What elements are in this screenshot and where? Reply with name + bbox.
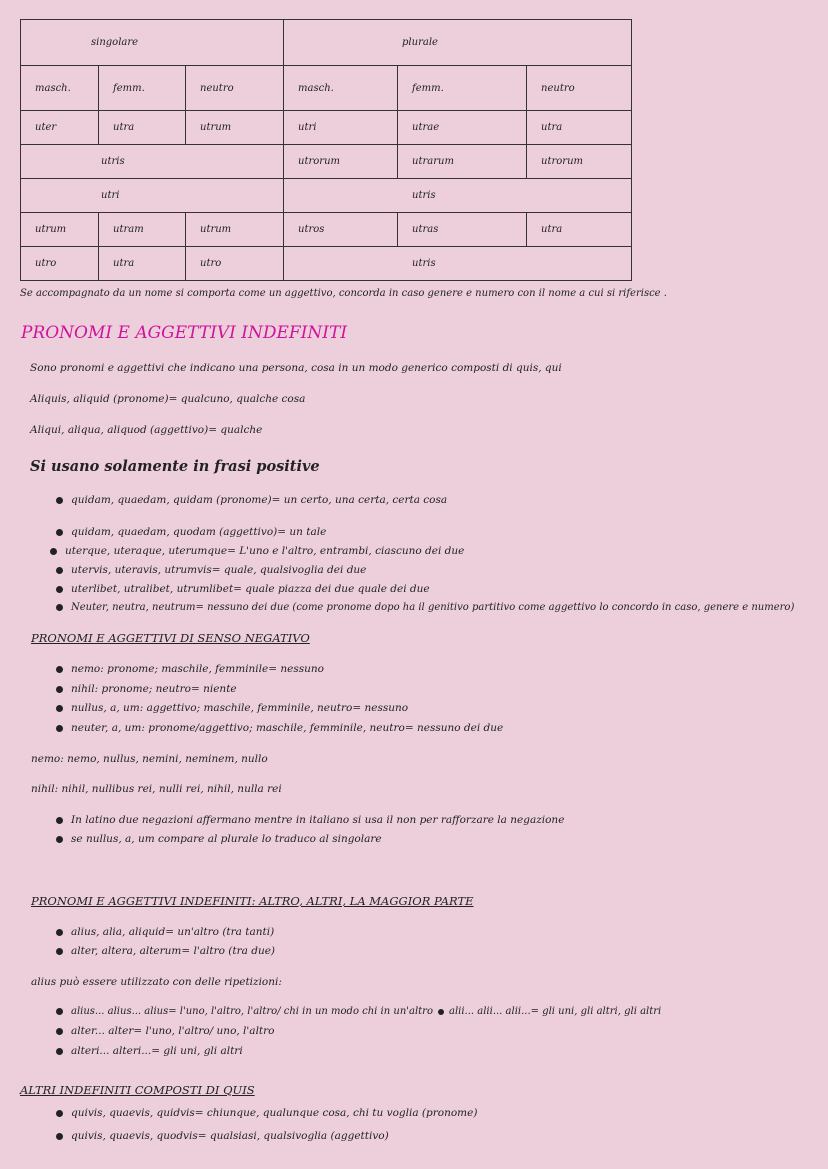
table-cell: femm. — [99, 66, 186, 111]
list-item: nihil: pronome; neutro= niente — [56, 683, 237, 695]
list-item: quidam, quaedam, quodam (aggettivo)= un tale — [56, 526, 326, 538]
list-item: Neuter, neutra, neutrum= nessuno dei due (come pronome dopo ha il genitivo partitivo come aggettivo lo concordo in caso, genere e numero) — [56, 602, 794, 613]
bullet-icon — [56, 1048, 63, 1055]
table-row — [21, 111, 632, 145]
table-cell: neutro — [527, 66, 632, 111]
table-cell: utri — [21, 179, 284, 213]
bullet-icon — [56, 948, 63, 955]
header-plurale: plurale — [284, 20, 632, 66]
bullet-icon — [56, 666, 63, 673]
list-item: utervis, uteravis, utrumvis= quale, qualsivoglia dei due — [56, 564, 366, 576]
list-item: alteri... alteri...= gli uni, gli altri — [56, 1045, 243, 1057]
table-cell: utros — [284, 213, 398, 247]
bullet-icon — [56, 529, 63, 536]
section-title-negativo: PRONOMI E AGGETTIVI DI SENSO NEGATIVO — [31, 631, 310, 645]
list-item: nemo: pronome; maschile, femminile= nessuno — [56, 663, 324, 675]
table-cell: utri — [284, 111, 398, 145]
table-cell: neutro — [186, 66, 284, 111]
bullet-icon — [438, 1009, 444, 1015]
table-cell: utris — [284, 247, 632, 281]
list-item: nullus, a, um: aggettivo; maschile, femminile, neutro= nessuno — [56, 702, 408, 714]
list-item: quidam, quaedam, quidam (pronome)= un certo, una certa, certa cosa — [56, 494, 447, 506]
table-cell: utrum — [186, 111, 284, 145]
list-item: uterque, uteraque, uterumque= L'uno e l'altro, entrambi, ciascuno dei due — [50, 545, 464, 557]
bullet-icon — [56, 705, 63, 712]
declension-table — [20, 19, 632, 281]
table-cell: utris — [284, 179, 632, 213]
table-note: Se accompagnato da un nome si comporta come un aggettivo, concorda in caso genere e numero con il nome a cui si riferisce . — [20, 288, 667, 299]
bullet-icon — [56, 1028, 63, 1035]
nihil-declension: nihil: nihil, nullibus rei, nulli rei, nihil, nulla rei — [31, 783, 282, 795]
bullet-icon — [56, 497, 63, 504]
table-row — [21, 213, 632, 247]
table-cell: uter — [21, 111, 99, 145]
section-title-indefiniti: PRONOMI E AGGETTIVI INDEFINITI — [21, 323, 348, 343]
bullet-icon — [56, 1008, 63, 1015]
table-cell: utrorum — [527, 145, 632, 179]
table-cell: femm. — [398, 66, 527, 111]
table-cell: utras — [398, 213, 527, 247]
bullet-icon — [50, 548, 57, 555]
bullet-icon — [56, 929, 63, 936]
aliqui-line: Aliqui, aliqua, aliquod (aggettivo)= qualche — [30, 424, 263, 436]
list-item: In latino due negazioni affermano mentre in italiano si usa il non per rafforzare la negazione — [56, 814, 564, 826]
list-item: se nullus, a, um compare al plurale lo traduco al singolare — [56, 833, 382, 845]
table-cell: utris — [21, 145, 284, 179]
list-item: uterlibet, utralibet, utrumlibet= quale piazza dei due quale dei due — [56, 583, 430, 595]
table-row — [21, 247, 632, 281]
section-title-quis: ALTRI INDEFINITI COMPOSTI DI QUIS — [20, 1083, 255, 1097]
table-cell: masch. — [284, 66, 398, 111]
bullet-icon — [56, 836, 63, 843]
list-item: neuter, a, um: pronome/aggettivo; maschile, femminile, neutro= nessuno dei due — [56, 722, 503, 734]
intro-text: Sono pronomi e aggettivi che indicano una persona, cosa in un modo generico composti di quis, qui — [30, 362, 562, 374]
bullet-icon — [56, 604, 63, 611]
table-cell: utrarum — [398, 145, 527, 179]
table-row — [21, 20, 632, 66]
bullet-icon — [56, 686, 63, 693]
bullet-icon — [56, 817, 63, 824]
list-item: quivis, quaevis, quodvis= qualsiasi, qualsivoglia (aggettivo) — [56, 1130, 389, 1142]
table-cell: utro — [21, 247, 99, 281]
table-row — [21, 66, 632, 111]
table-cell: utra — [527, 213, 632, 247]
header-singolare: singolare — [21, 20, 284, 66]
table-cell: utram — [99, 213, 186, 247]
positive-heading: Si usano solamente in frasi positive — [30, 458, 320, 475]
table-cell: utrorum — [284, 145, 398, 179]
table-cell: utra — [99, 247, 186, 281]
list-item: quivis, quaevis, quidvis= chiunque, qualunque cosa, chi tu voglia (pronome) — [56, 1107, 477, 1119]
table-row — [21, 145, 632, 179]
nemo-declension: nemo: nemo, nullus, nemini, neminem, nullo — [31, 753, 268, 765]
table-cell: utra — [527, 111, 632, 145]
table-cell: utrum — [21, 213, 99, 247]
list-item: alter, altera, alterum= l'altro (tra due) — [56, 945, 275, 957]
table-cell: utrum — [186, 213, 284, 247]
table-row — [21, 179, 632, 213]
aliquis-line: Aliquis, aliquid (pronome)= qualcuno, qualche cosa — [30, 393, 306, 405]
table-cell: masch. — [21, 66, 99, 111]
bullet-icon — [56, 1133, 63, 1140]
list-item: alius, alia, aliquid= un'altro (tra tanti) — [56, 926, 274, 938]
section-title-altro: PRONOMI E AGGETTIVI INDEFINITI: ALTRO, ALTRI, LA MAGGIOR PARTE — [31, 894, 474, 908]
bullet-icon — [56, 586, 63, 593]
bullet-icon — [56, 1110, 63, 1117]
table-cell: utrae — [398, 111, 527, 145]
table-cell: utra — [99, 111, 186, 145]
ripetizioni-text: alius può essere utilizzato con delle ripetizioni: — [31, 976, 282, 988]
list-item: alter... alter= l'uno, l'altro/ uno, l'altro — [56, 1025, 274, 1037]
bullet-icon — [56, 725, 63, 732]
table-cell: utro — [186, 247, 284, 281]
list-item: alius... alius... alius= l'uno, l'altro, l'altro/ chi in un modo chi in un'altro alii... alii... alii...= gli uni, gli altri, gli altri — [56, 1006, 661, 1017]
bullet-icon — [56, 567, 63, 574]
